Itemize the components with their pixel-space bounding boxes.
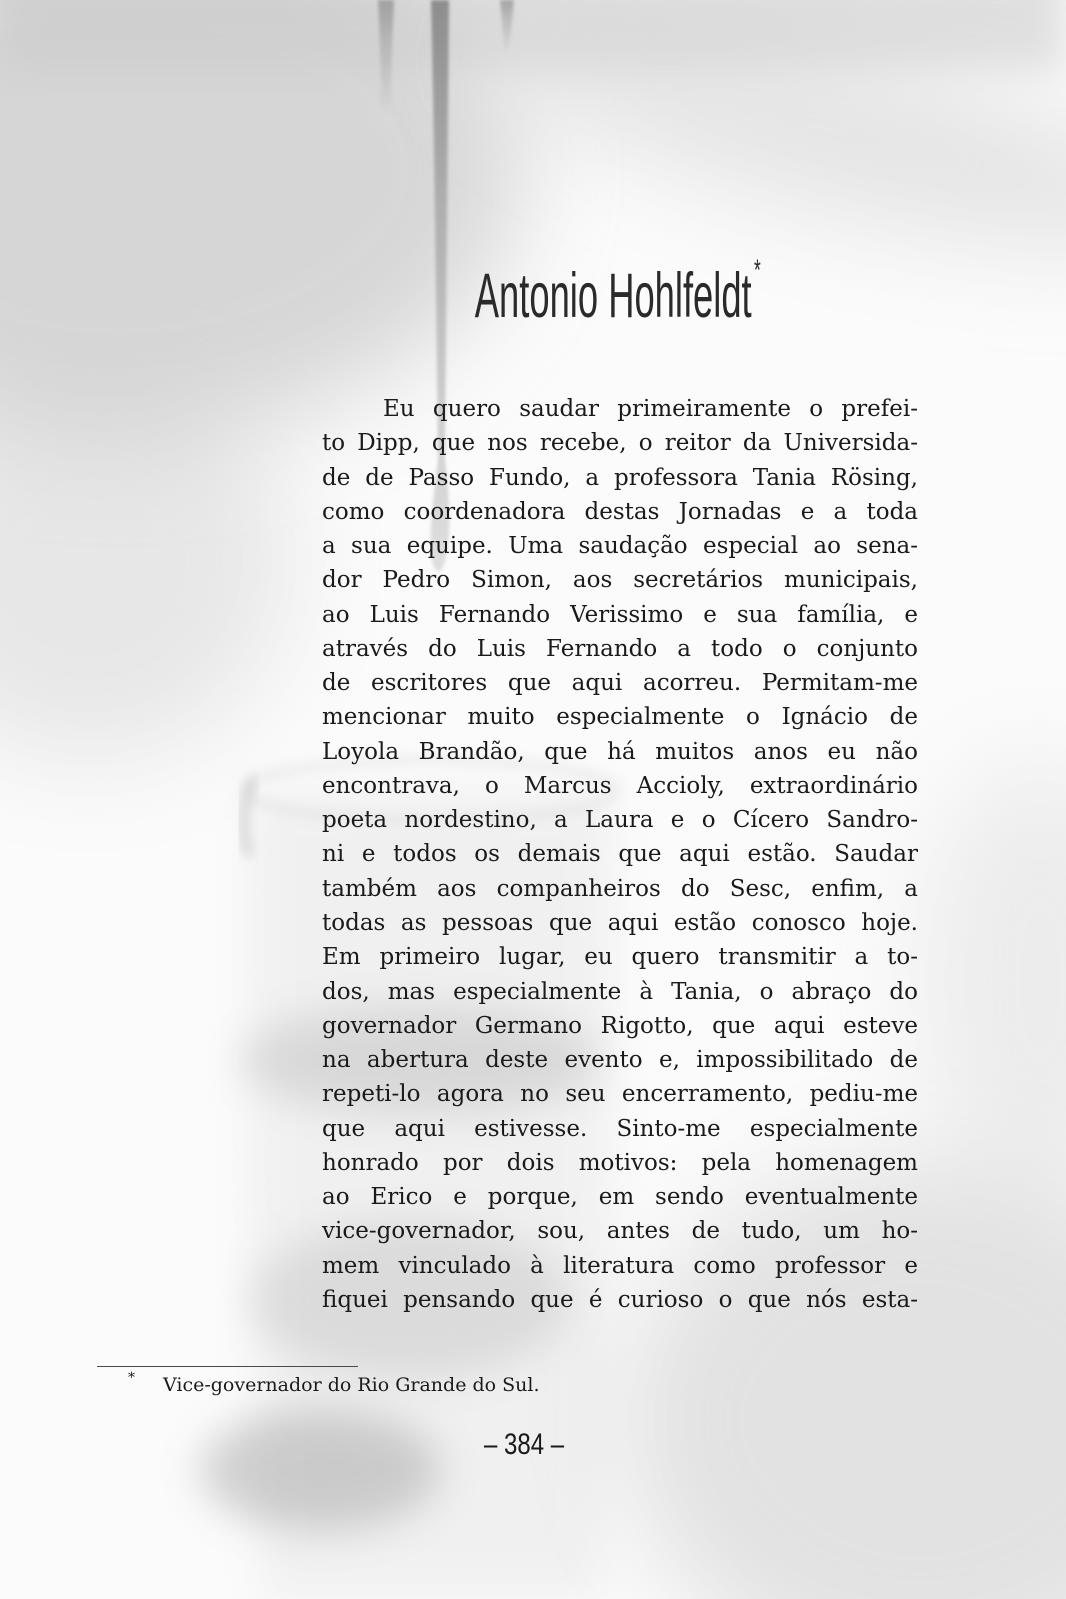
text-line: dor Pedro Simon, aos secretários municipais, [322,567,918,594]
text-line: de de Passo Fundo, a professora Tania Rösing, [322,464,918,491]
text-line: vice-governador, sou, antes de tudo, um ho- [322,1218,918,1245]
text-line: como coordenadora destas Jornadas e a toda [322,498,918,525]
text-line: na abertura deste evento e, impossibilitado de [322,1047,918,1074]
text-line: também aos companheiros do Sesc, enfim, a [322,875,918,902]
text-line: encontrava, o Marcus Accioly, extraordinário [322,772,918,799]
text-line: dos, mas especialmente à Tania, o abraço do [322,978,918,1005]
text-line: Eu quero saudar primeiramente o prefei- [383,396,918,422]
page-number [424,1430,624,1460]
text-line: Em primeiro lugar, eu quero transmitir a to- [322,944,918,971]
chapter-heading [318,254,918,331]
text-line: ao Erico e porque, em sendo eventualmente [322,1184,918,1211]
footnote-text: Vice-governador do Rio Grande do Sul. [163,1374,540,1396]
footnote-marker: * [128,1370,135,1386]
body-text [322,392,918,1317]
page-number-text: – 384 – [483,1428,565,1461]
text-line: governador Germano Rigotto, que aqui esteve [322,1012,918,1039]
footnote-rule [97,1366,358,1367]
text-line: ni e todos os demais que aqui estão. Saudar [322,841,918,868]
text-line: mencionar muito especialmente o Ignácio de [322,704,918,731]
text-line: repeti-lo agora no seu encerramento, pediu-me [322,1081,918,1108]
footnote-reference-marker: * [754,254,761,287]
text-line: Loyola Brandão, que há muitos anos eu não [322,738,918,765]
text-line: poeta nordestino, a Laura e o Cícero Sandro- [322,807,918,834]
text-line: honrado por dois motivos: pela homenagem [322,1149,918,1176]
text-line: mem vinculado à literatura como professor e [322,1252,918,1279]
heading-text [475,254,761,331]
text-line: fiquei pensando que é curioso o que nós esta- [322,1286,918,1313]
text-line: todas as pessoas que aqui estão conosco hoje. [322,909,918,936]
text-line: através do Luis Fernando a todo o conjunto [322,635,918,662]
text-line: que aqui estivesse. Sinto-me especialmente [322,1115,918,1142]
text-line: to Dipp, que nos recebe, o reitor da Universida- [322,430,918,457]
author-name: Antonio Hohlfeldt [475,261,752,331]
text-line: ao Luis Fernando Verissimo e sua família, e [322,601,918,628]
text-line: de escritores que aqui acorreu. Permitam-me [322,670,918,697]
text-line: a sua equipe. Uma saudação especial ao sena- [322,533,918,560]
